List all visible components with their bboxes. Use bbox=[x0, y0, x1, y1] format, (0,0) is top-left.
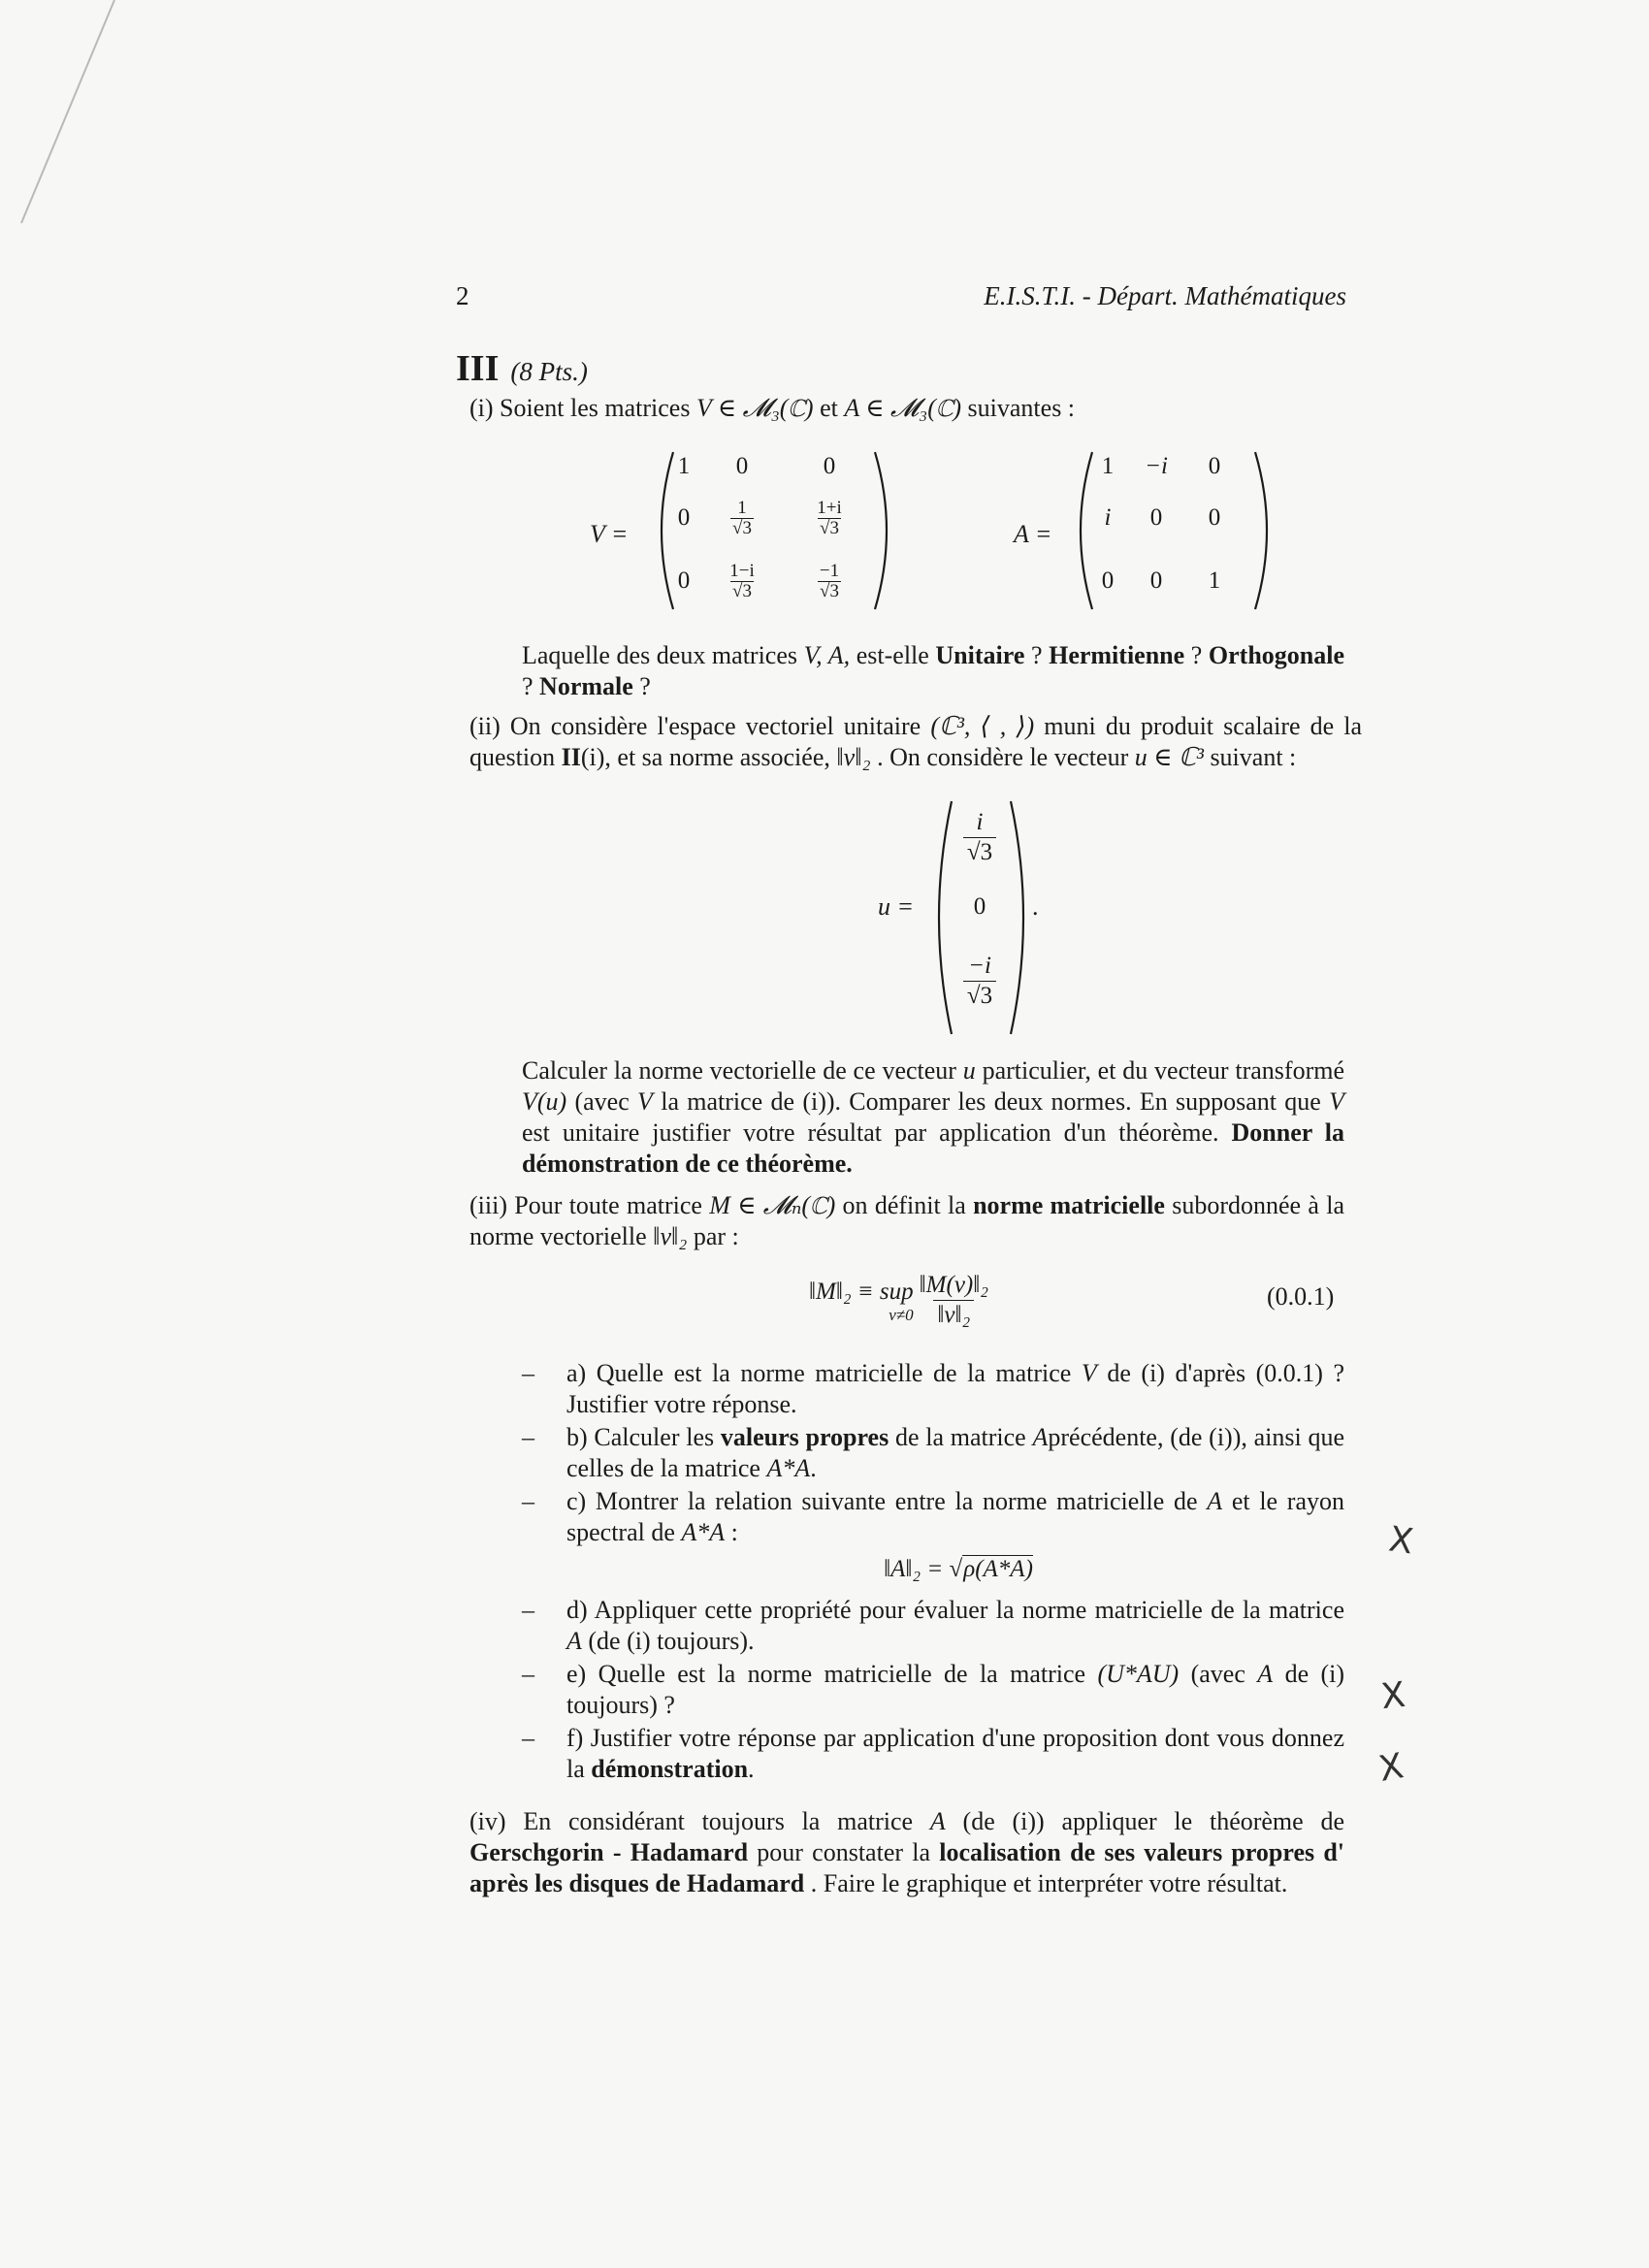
matrix-a-label: A = bbox=[1014, 520, 1052, 548]
section-title bbox=[456, 347, 588, 390]
vector-u-period: . bbox=[1032, 892, 1039, 921]
q3-item-a: – a) Quelle est la norme matricielle de la matrice V de (i) d'après (0.0.1) ? Justifier votre réponse. bbox=[522, 1359, 1345, 1418]
q1-question: Laquelle des deux matrices V, A, est-elle Unitaire ? Hermitienne ? Orthogonale ? Normale ? bbox=[522, 641, 1345, 700]
equation-norm-definition: ‖M‖₂ ≡ sup v≠0 $\frac{\text{‖M(v)‖₂}}{\text{‖v‖₂}}$ bbox=[809, 1272, 988, 1328]
matrix-v-right-paren bbox=[871, 448, 900, 613]
vector-u: $\frac{i}{√3}$ 0 $\frac{-i}{√3}$ bbox=[951, 797, 1009, 1024]
q3-item-d: – d) Appliquer cette propriété pour évaluer la norme matricielle de la matrice A (de (i) toujours). bbox=[522, 1596, 1344, 1655]
page-number: 2 bbox=[456, 281, 469, 310]
handwritten-mark: X bbox=[1386, 1519, 1416, 1563]
vector-u-label: u = bbox=[878, 892, 915, 921]
q4-text: (iv) En considérant toujours la matrice A (de (i)) appliquer le théorème de Gerschgorin - Hadamard pour constater la localisation de ses valeurs propres d' après les disques de Hadamard . Faire le graphique et interpréter votre résultat. bbox=[469, 1807, 1345, 1897]
handwritten-mark: X bbox=[1378, 1674, 1407, 1718]
q3-item-c: – c) Montrer la relation suivante entre la norme matricielle de A et le rayon spectral de A*A : bbox=[522, 1487, 1345, 1546]
q3-items bbox=[514, 1358, 1344, 1785]
handwritten-mark: X bbox=[1375, 1746, 1407, 1790]
equation-number: (0.0.1) bbox=[1267, 1282, 1335, 1311]
matrix-v-label: V = bbox=[590, 520, 629, 548]
section-number: III bbox=[456, 348, 500, 389]
equation-spectral-radius: ‖A‖₂ = √ρ(A*A) bbox=[884, 1556, 1033, 1582]
section-points: (8 Pts.) bbox=[510, 357, 588, 386]
margin-pencil-stroke bbox=[0, 0, 155, 252]
q3-item-b: – b) Calculer les valeurs propres de la matrice Aprécédente, (de (i)), ainsi que celles de la matrice A*A. bbox=[522, 1423, 1344, 1482]
running-header: E.I.S.T.I. - Départ. Mathématiques bbox=[984, 281, 1346, 310]
q1-intro: (i) Soient les matrices V ∈ 𝓜₃(ℂ) et A ∈ 𝓜₃(ℂ) suivantes : bbox=[469, 394, 1076, 422]
q3-item-e: – e) Quelle est la norme matricielle de la matrice (U*AU) (avec A de (i) toujours) ? bbox=[522, 1660, 1345, 1719]
matrix-a-right-paren bbox=[1251, 448, 1280, 613]
matrix-a: 1 −i 0 i 0 0 0 0 1 bbox=[1101, 453, 1221, 594]
q3-item-f: – f) Justifier votre réponse par application d'une proposition dont vous donnez la démonstration. bbox=[522, 1724, 1344, 1783]
q2-question: Calculer la norme vectorielle de ce vecteur u particulier, et du vecteur transformé V(u) (avec V la matrice de (i)). Comparer les deux normes. En supposant que V est unitaire justifier votre résultat par application d'un théorème. Donner la démonstration de ce théorème. bbox=[522, 1056, 1345, 1178]
q2-intro: (ii) On considère l'espace vectoriel unitaire (ℂ³, ⟨ , ⟩) muni du produit scalaire de la question II(i), et sa norme associée, ‖v‖₂ . On considère le vecteur u ∈ ℂ³ suivant : bbox=[469, 712, 1363, 771]
q3-intro: (iii) Pour toute matrice M ∈ 𝓜ₙ(ℂ) on définit la norme matricielle subordonnée à la norme vectorielle ‖v‖₂ par : bbox=[469, 1191, 1344, 1250]
matrix-v: 1 0 0 0 $\frac{1}{√3}$ $\frac{1+i}{√3}$ 0 $\frac{1-i}{√3}$ $\frac{-1}{√3}$ bbox=[677, 453, 842, 601]
